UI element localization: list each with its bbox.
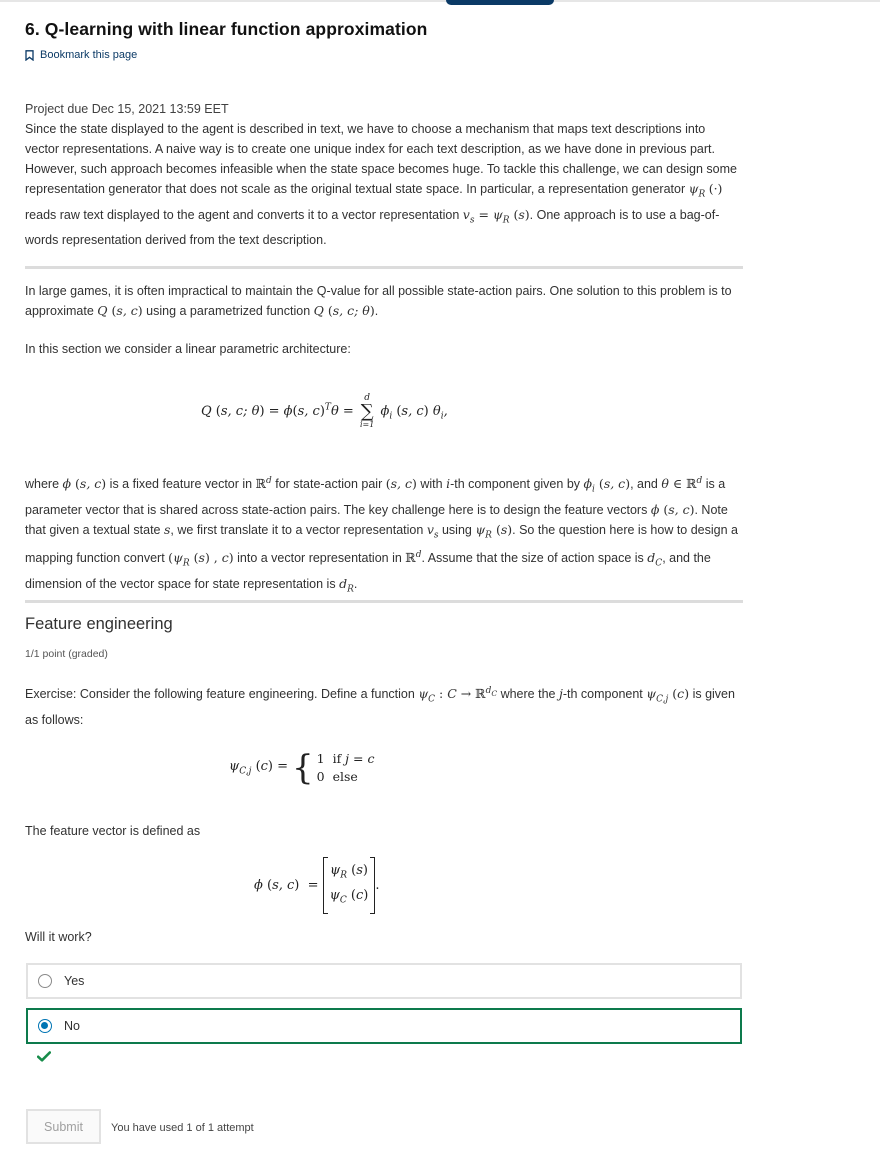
bookmark-icon: [25, 50, 34, 61]
bookmark-label: Bookmark this page: [40, 49, 138, 61]
section-paragraph-1: In large games, it is often impractical to maintain the Q-value for all possible state-action pairs. One solution to this problem is to approximate Q (s, c) using a parametrized function Q (s, c; θ).: [25, 284, 732, 318]
feature-vector-equation: ϕ (s, c) = $\psi_R$ (s) $\psi_C$ (c) .: [254, 857, 379, 914]
intro-paragraph: Since the state displayed to the agent is described in text, we have to choose a mechanism that maps text descriptions into vector representations. A naive way is to create one unique index for each text description, as we have done in previous part. However, such approach becomes infeasible when the state space becomes huge. To tackle this challenge, we can design some representation generator that does not scale as the original textual state space. In particular, a representation generator $\psi_R$ (·) reads raw text displayed to the agent and converts it to a vector representation $v_s = \psi_R$ (s). One approach is to use a bag-of-words representation derived from the text description.: [25, 122, 737, 247]
section-paragraph-3: where ϕ (s, c) is a fixed feature vector in ℝ$^d$ for state-action pair (s, c) with i-th component given by $\phi_i$ (s, c), and θ ∈ ℝ$^d$ is a parameter vector that is shared across state-action pairs. The key challenge here is to design the feature vectors ϕ (s, c). Note that given a textual state s, we first translate it to a vector representation $v_s$ using $\psi_R$ (s). So the question here is how to design a mapping function convert ($\psi_R$ (s) , c) into a vector representation in ℝ$^d$. Assume that the size of action space is $d_C$, and the dimension of the vector space for state representation is $d_R$.: [25, 476, 738, 595]
choice-label: Yes: [64, 974, 85, 988]
top-border: [0, 0, 880, 2]
choice-label: No: [64, 1019, 80, 1033]
problem-heading: Feature engineering: [25, 615, 173, 633]
page-title: 6. Q-learning with linear function approximation: [25, 19, 428, 39]
indicator-equation: $\psi_{C,j}$ (c) = { 1 if j = c 0 else: [229, 748, 375, 788]
bookmark-button[interactable]: [25, 49, 137, 61]
choice-no[interactable]: [26, 1008, 742, 1044]
radio-icon[interactable]: [38, 974, 52, 988]
submit-button[interactable]: Submit: [26, 1109, 101, 1144]
due-date: Project due Dec 15, 2021 13:59 EET: [25, 102, 229, 116]
divider: [25, 266, 743, 269]
linear-architecture-equation: Q (s, c; θ) = ϕ(s, c)$^T$θ = d ∑ i=1 $\phi_i$ (s, c) $\theta_i$,: [201, 393, 448, 429]
feature-vector-text: The feature vector is defined as: [25, 824, 201, 838]
choice-yes[interactable]: [26, 963, 742, 999]
question-text: Will it work?: [25, 930, 92, 944]
active-sequence-tab[interactable]: [446, 0, 554, 5]
checkmark-icon: [37, 1051, 51, 1062]
exercise-text: Exercise: Consider the following feature engineering. Define a function $\psi_C$ : C → ℝ$^{d_C}$ where the j-th component $\psi_{C,j}$ (c) is given as follows:: [25, 686, 735, 727]
divider: [25, 600, 743, 603]
attempts-count: You have used 1 of 1 attempt: [111, 1122, 254, 1134]
section-paragraph-2: In this section we consider a linear parametric architecture:: [25, 342, 351, 356]
problem-points: 1/1 point (graded): [25, 648, 108, 660]
radio-icon[interactable]: [38, 1019, 52, 1033]
